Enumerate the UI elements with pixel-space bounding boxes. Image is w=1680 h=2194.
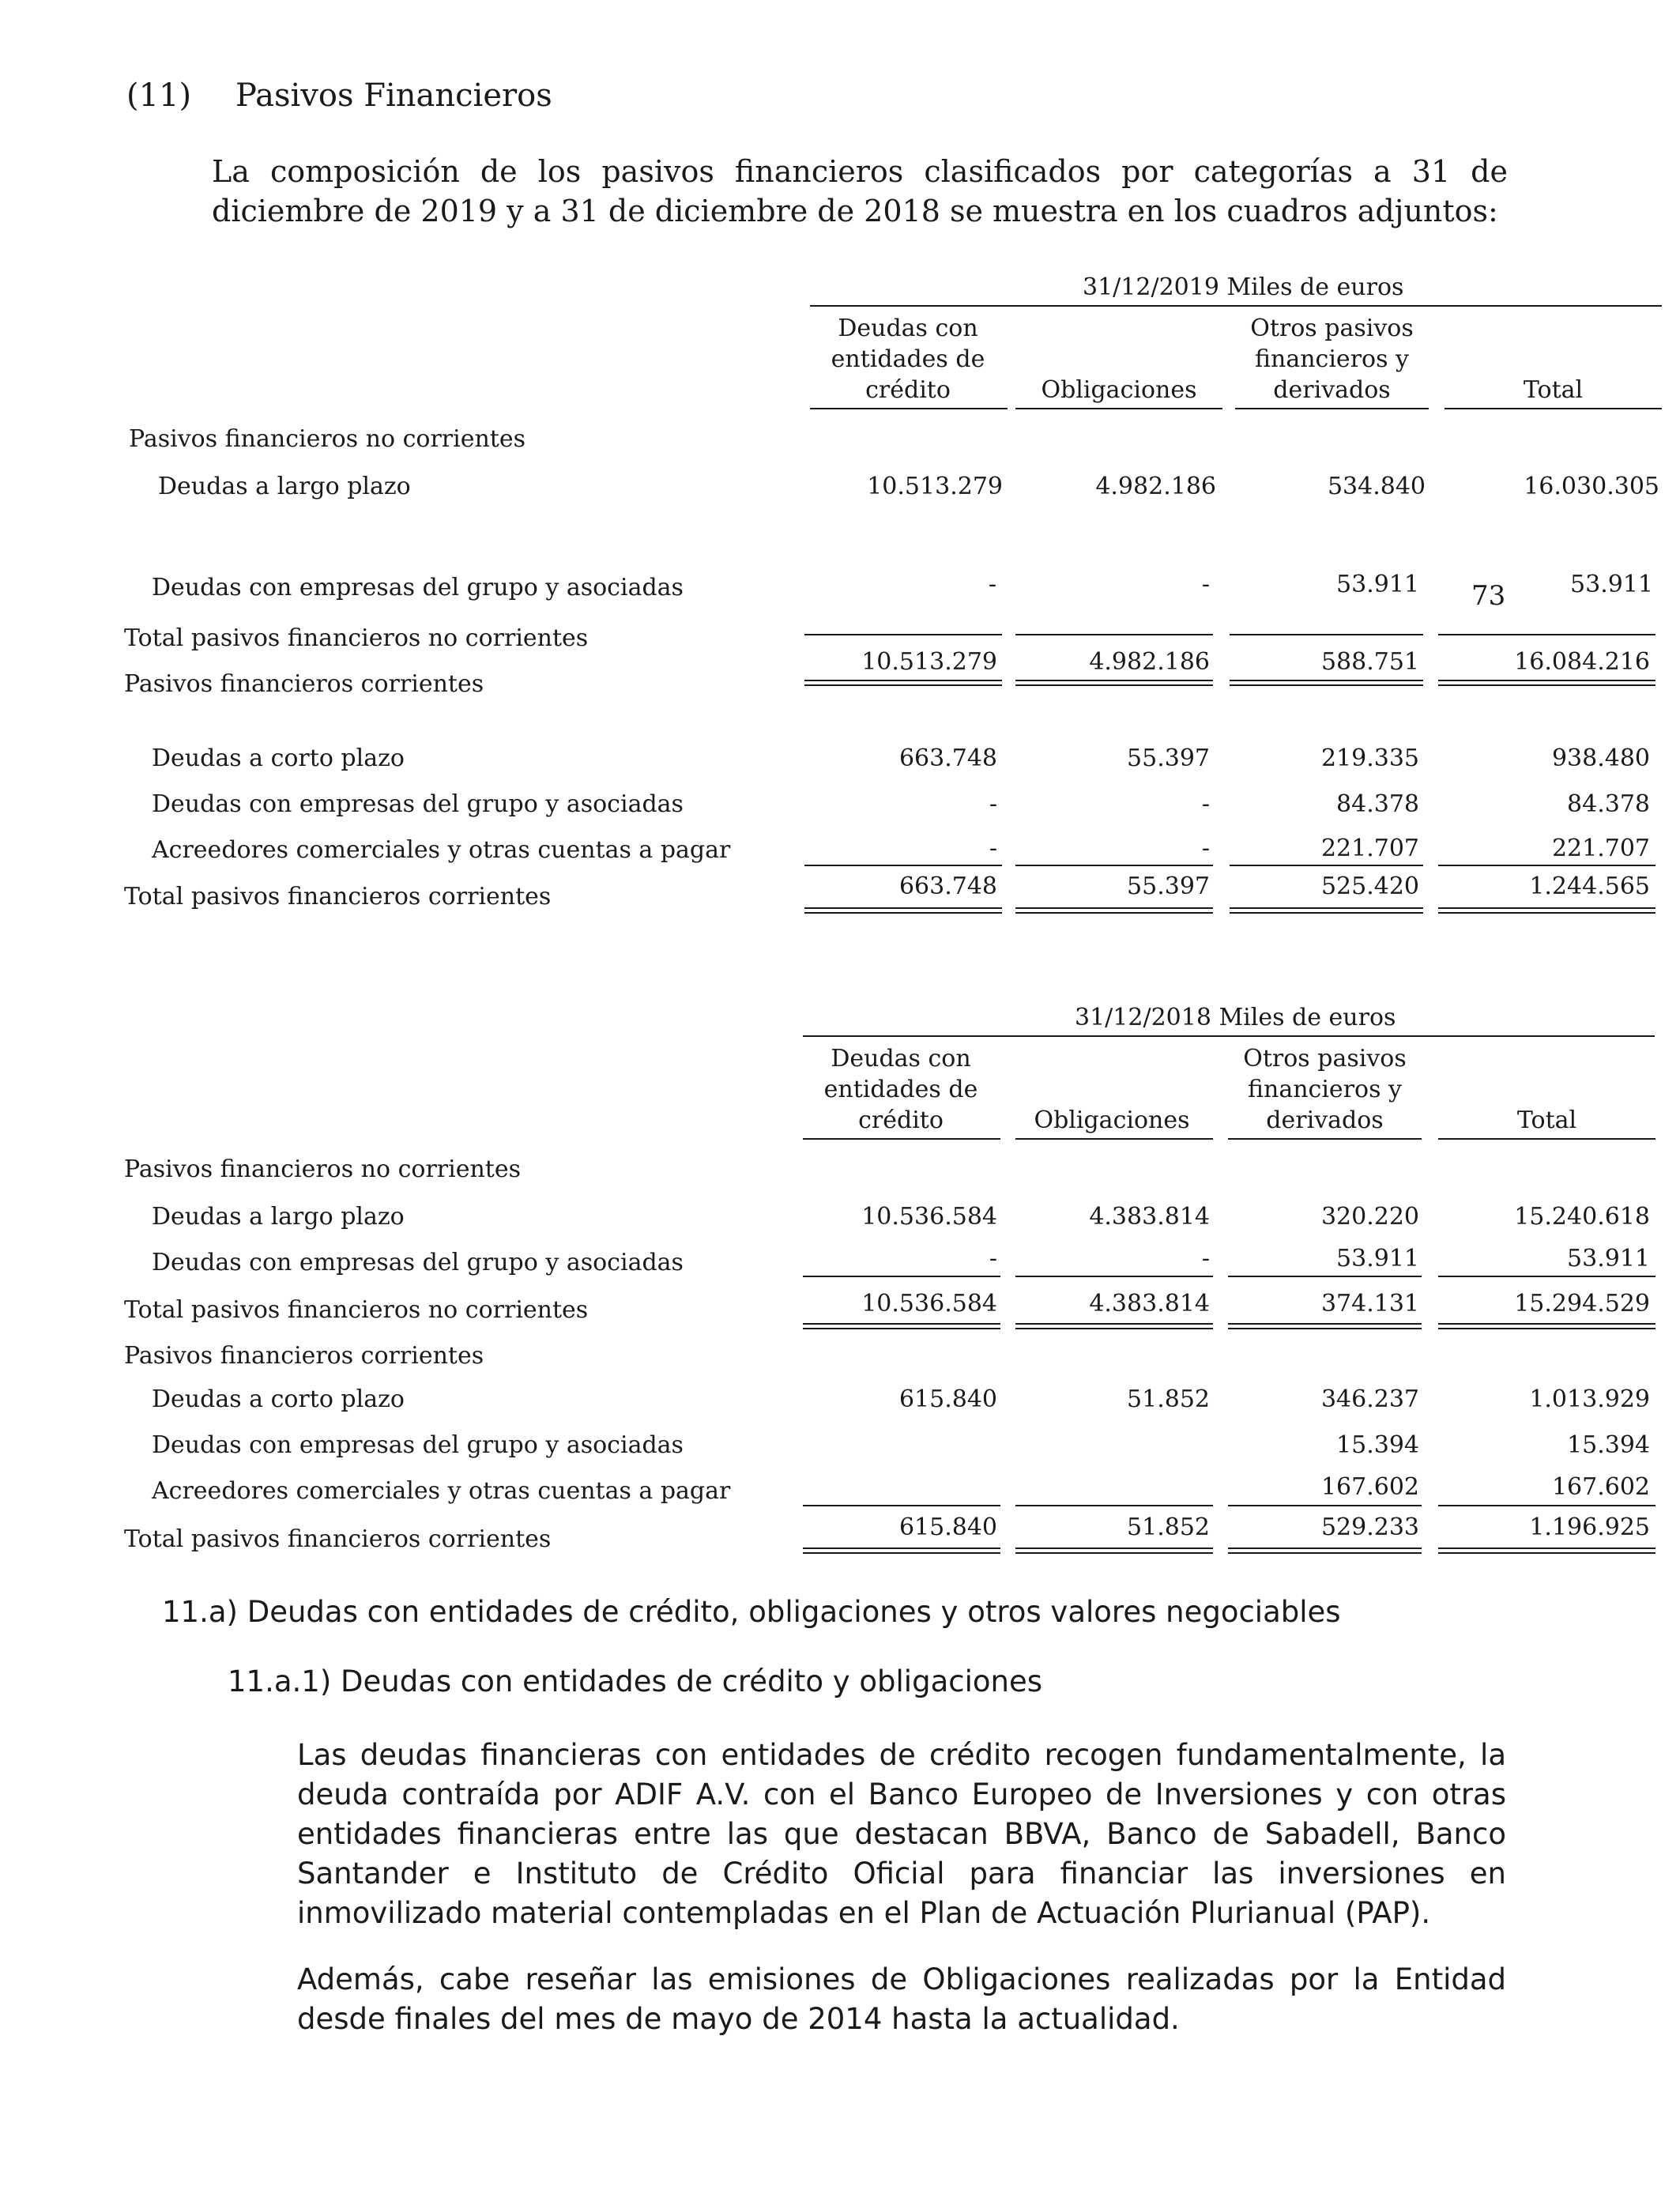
- header-rule: [1015, 408, 1222, 409]
- subtotal-rule: [1230, 634, 1423, 635]
- table-cell: 10.536.584: [861, 1290, 997, 1318]
- body-paragraph: Las deudas financieras con entidades de crédito recogen fundamentalmente, la deuda contraída por ADIF A.V. con el Banco Europeo de Inversiones y con otras entidades financieras entre las que destacan BBVA, Banco de Sabadell, Banco Santander e Instituto de Crédito Oficial para financiar las inversiones en inmovilizado material contempladas en el Plan de Actuación Plurianual (PAP).: [297, 1738, 1506, 1930]
- table-cell: 4.383.814: [1089, 1203, 1210, 1231]
- total-rule: [1438, 1323, 1656, 1329]
- total-rule: [804, 907, 1002, 914]
- row-label: Acreedores comerciales y otras cuentas a pagar: [152, 836, 731, 864]
- table-cell: 221.707: [1320, 835, 1419, 862]
- column-header: Otros pasivos financieros y derivados: [1250, 315, 1414, 404]
- column-header: Deudas con entidades de crédito: [831, 315, 985, 404]
- table-cell: -: [1201, 790, 1210, 818]
- subtotal-rule: [1438, 1505, 1656, 1506]
- table-cell: 53.911: [1336, 1245, 1419, 1272]
- table-cell: 51.852: [1127, 1385, 1210, 1413]
- total-rule: [1015, 907, 1213, 914]
- page-number: 73: [1471, 580, 1506, 612]
- row-label: Deudas con empresas del grupo y asociadas: [152, 1431, 684, 1459]
- table-cell: 16.030.305: [1524, 473, 1659, 500]
- table-cell: 1.244.565: [1529, 873, 1650, 900]
- row-label: Deudas con empresas del grupo y asociadas: [152, 790, 684, 818]
- table-cell: 15.394: [1567, 1431, 1650, 1459]
- table-cell: 55.397: [1127, 873, 1210, 900]
- title-rule: [810, 305, 1662, 307]
- subtotal-rule: [1015, 1276, 1213, 1277]
- table-cell: 53.911: [1336, 571, 1419, 598]
- header-rule: [1015, 1138, 1213, 1140]
- table-cell: -: [1201, 1245, 1210, 1272]
- subtotal-rule: [1228, 1276, 1422, 1277]
- column-header: Otros pasivos financieros y derivados: [1243, 1045, 1407, 1134]
- header-rule: [803, 1138, 1000, 1140]
- table-cell: 1.013.929: [1529, 1385, 1650, 1413]
- table-cell: 320.220: [1320, 1203, 1419, 1231]
- table-cell: -: [988, 571, 996, 598]
- section-title: Pasivos Financieros: [235, 77, 552, 114]
- table-cell: 219.335: [1320, 745, 1419, 772]
- table-cell: 10.513.279: [861, 648, 997, 676]
- total-rule: [1438, 680, 1656, 686]
- row-label: Acreedores comerciales y otras cuentas a pagar: [152, 1477, 731, 1505]
- subtotal-rule: [803, 1505, 1000, 1506]
- table-cell: -: [989, 835, 997, 862]
- table-cell: 346.237: [1320, 1385, 1419, 1413]
- header-rule: [1228, 1138, 1422, 1140]
- table-cell: 16.084.216: [1514, 648, 1650, 676]
- table-cell: 4.383.814: [1089, 1290, 1210, 1318]
- table-cell: 15.294.529: [1514, 1290, 1650, 1318]
- total-rule: [1015, 1323, 1213, 1329]
- row-label: Total pasivos financieros corrientes: [124, 1525, 552, 1553]
- header-rule: [1438, 1138, 1656, 1140]
- row-label: Deudas a corto plazo: [152, 745, 405, 772]
- subsection-heading: 11.a) Deudas con entidades de crédito, obligaciones y otros valores negociables: [162, 1595, 1341, 1629]
- subtotal-rule: [1015, 1505, 1213, 1506]
- table-cell: 615.840: [898, 1385, 997, 1413]
- table-cell: 1.196.925: [1529, 1514, 1650, 1541]
- row-label: Deudas a corto plazo: [152, 1385, 405, 1413]
- row-label: Pasivos financieros no corrientes: [124, 1155, 522, 1183]
- table-cell: 374.131: [1320, 1290, 1419, 1318]
- table-title: 31/12/2019 Miles de euros: [1083, 273, 1404, 301]
- table-cell: 53.911: [1570, 571, 1653, 598]
- row-label: Pasivos financieros corrientes: [124, 670, 484, 698]
- row-label: Pasivos financieros no corrientes: [129, 425, 526, 453]
- table-cell: 663.748: [898, 873, 997, 900]
- table-cell: 588.751: [1320, 648, 1419, 676]
- column-header: Obligaciones: [1034, 1106, 1190, 1134]
- table-cell: 15.240.618: [1514, 1203, 1650, 1231]
- subtotal-rule: [1015, 865, 1213, 866]
- row-label: Deudas con empresas del grupo y asociadas: [152, 1249, 684, 1276]
- subtotal-rule: [1228, 1505, 1422, 1506]
- table-cell: -: [989, 1245, 997, 1272]
- column-header: Obligaciones: [1041, 376, 1197, 404]
- total-rule: [1230, 680, 1423, 686]
- subtotal-rule: [804, 865, 1002, 866]
- table-cell: 55.397: [1127, 745, 1210, 772]
- table-cell: 938.480: [1551, 745, 1650, 772]
- total-rule: [1015, 680, 1213, 686]
- section-number: (11): [126, 77, 192, 114]
- subtotal-rule: [803, 1276, 1000, 1277]
- row-label: Deudas con empresas del grupo y asociadas: [152, 574, 684, 601]
- table-cell: 4.982.186: [1095, 473, 1216, 500]
- table-cell: 221.707: [1551, 835, 1650, 862]
- table-cell: 534.840: [1327, 473, 1426, 500]
- total-rule: [1228, 1323, 1422, 1329]
- total-rule: [1228, 1547, 1422, 1554]
- header-rule: [1235, 408, 1429, 409]
- table-cell: 167.602: [1551, 1473, 1650, 1501]
- row-label: Pasivos financieros corrientes: [124, 1342, 484, 1370]
- subtotal-rule: [1438, 865, 1656, 866]
- table-cell: 53.911: [1567, 1245, 1650, 1272]
- table-cell: 615.840: [898, 1514, 997, 1541]
- title-rule: [803, 1035, 1655, 1037]
- table-cell: 167.602: [1320, 1473, 1419, 1501]
- subtotal-rule: [1438, 1276, 1656, 1277]
- table-cell: 84.378: [1336, 790, 1419, 818]
- row-label: Total pasivos financieros corrientes: [124, 883, 552, 910]
- table-cell: 10.536.584: [861, 1203, 997, 1231]
- total-rule: [1438, 907, 1656, 914]
- header-rule: [810, 408, 1008, 409]
- table-cell: 51.852: [1127, 1514, 1210, 1541]
- intro-paragraph: La composición de los pasivos financieros clasificados por categorías a 31 de diciembre de 2019 y a 31 de diciembre de 2018 se muestra en los cuadros adjuntos:: [212, 154, 1508, 228]
- total-rule: [803, 1323, 1000, 1329]
- column-header: Total: [1523, 376, 1584, 404]
- table-cell: 84.378: [1567, 790, 1650, 818]
- table-cell: 529.233: [1320, 1514, 1419, 1541]
- row-label: Deudas a largo plazo: [152, 1203, 405, 1231]
- total-rule: [1438, 1547, 1656, 1554]
- row-label: Total pasivos financieros no corrientes: [124, 624, 589, 652]
- total-rule: [1230, 907, 1423, 914]
- table-cell: 525.420: [1320, 873, 1419, 900]
- subtotal-rule: [804, 634, 1002, 635]
- total-rule: [804, 680, 1002, 686]
- table-title: 31/12/2018 Miles de euros: [1075, 1004, 1396, 1031]
- row-label: Total pasivos financieros no corrientes: [124, 1296, 589, 1324]
- subsubsection-heading: 11.a.1) Deudas con entidades de crédito y obligaciones: [228, 1664, 1042, 1698]
- body-paragraph: Además, cabe reseñar las emisiones de Obligaciones realizadas por la Entidad desde finales del mes de mayo de 2014 hasta la actualidad.: [297, 1962, 1506, 2036]
- total-rule: [1015, 1547, 1213, 1554]
- column-header: Total: [1516, 1106, 1577, 1134]
- table-cell: 15.394: [1336, 1431, 1419, 1459]
- total-rule: [803, 1547, 1000, 1554]
- table-cell: 4.982.186: [1089, 648, 1210, 676]
- subtotal-rule: [1230, 865, 1423, 866]
- subtotal-rule: [1015, 634, 1213, 635]
- table-cell: -: [1201, 835, 1210, 862]
- row-label: Deudas a largo plazo: [158, 473, 411, 500]
- subtotal-rule: [1438, 634, 1656, 635]
- table-cell: 663.748: [898, 745, 997, 772]
- table-cell: 10.513.279: [867, 473, 1003, 500]
- table-cell: -: [1201, 571, 1210, 598]
- header-rule: [1445, 408, 1662, 409]
- table-cell: -: [989, 790, 997, 818]
- column-header: Deudas con entidades de crédito: [823, 1045, 978, 1134]
